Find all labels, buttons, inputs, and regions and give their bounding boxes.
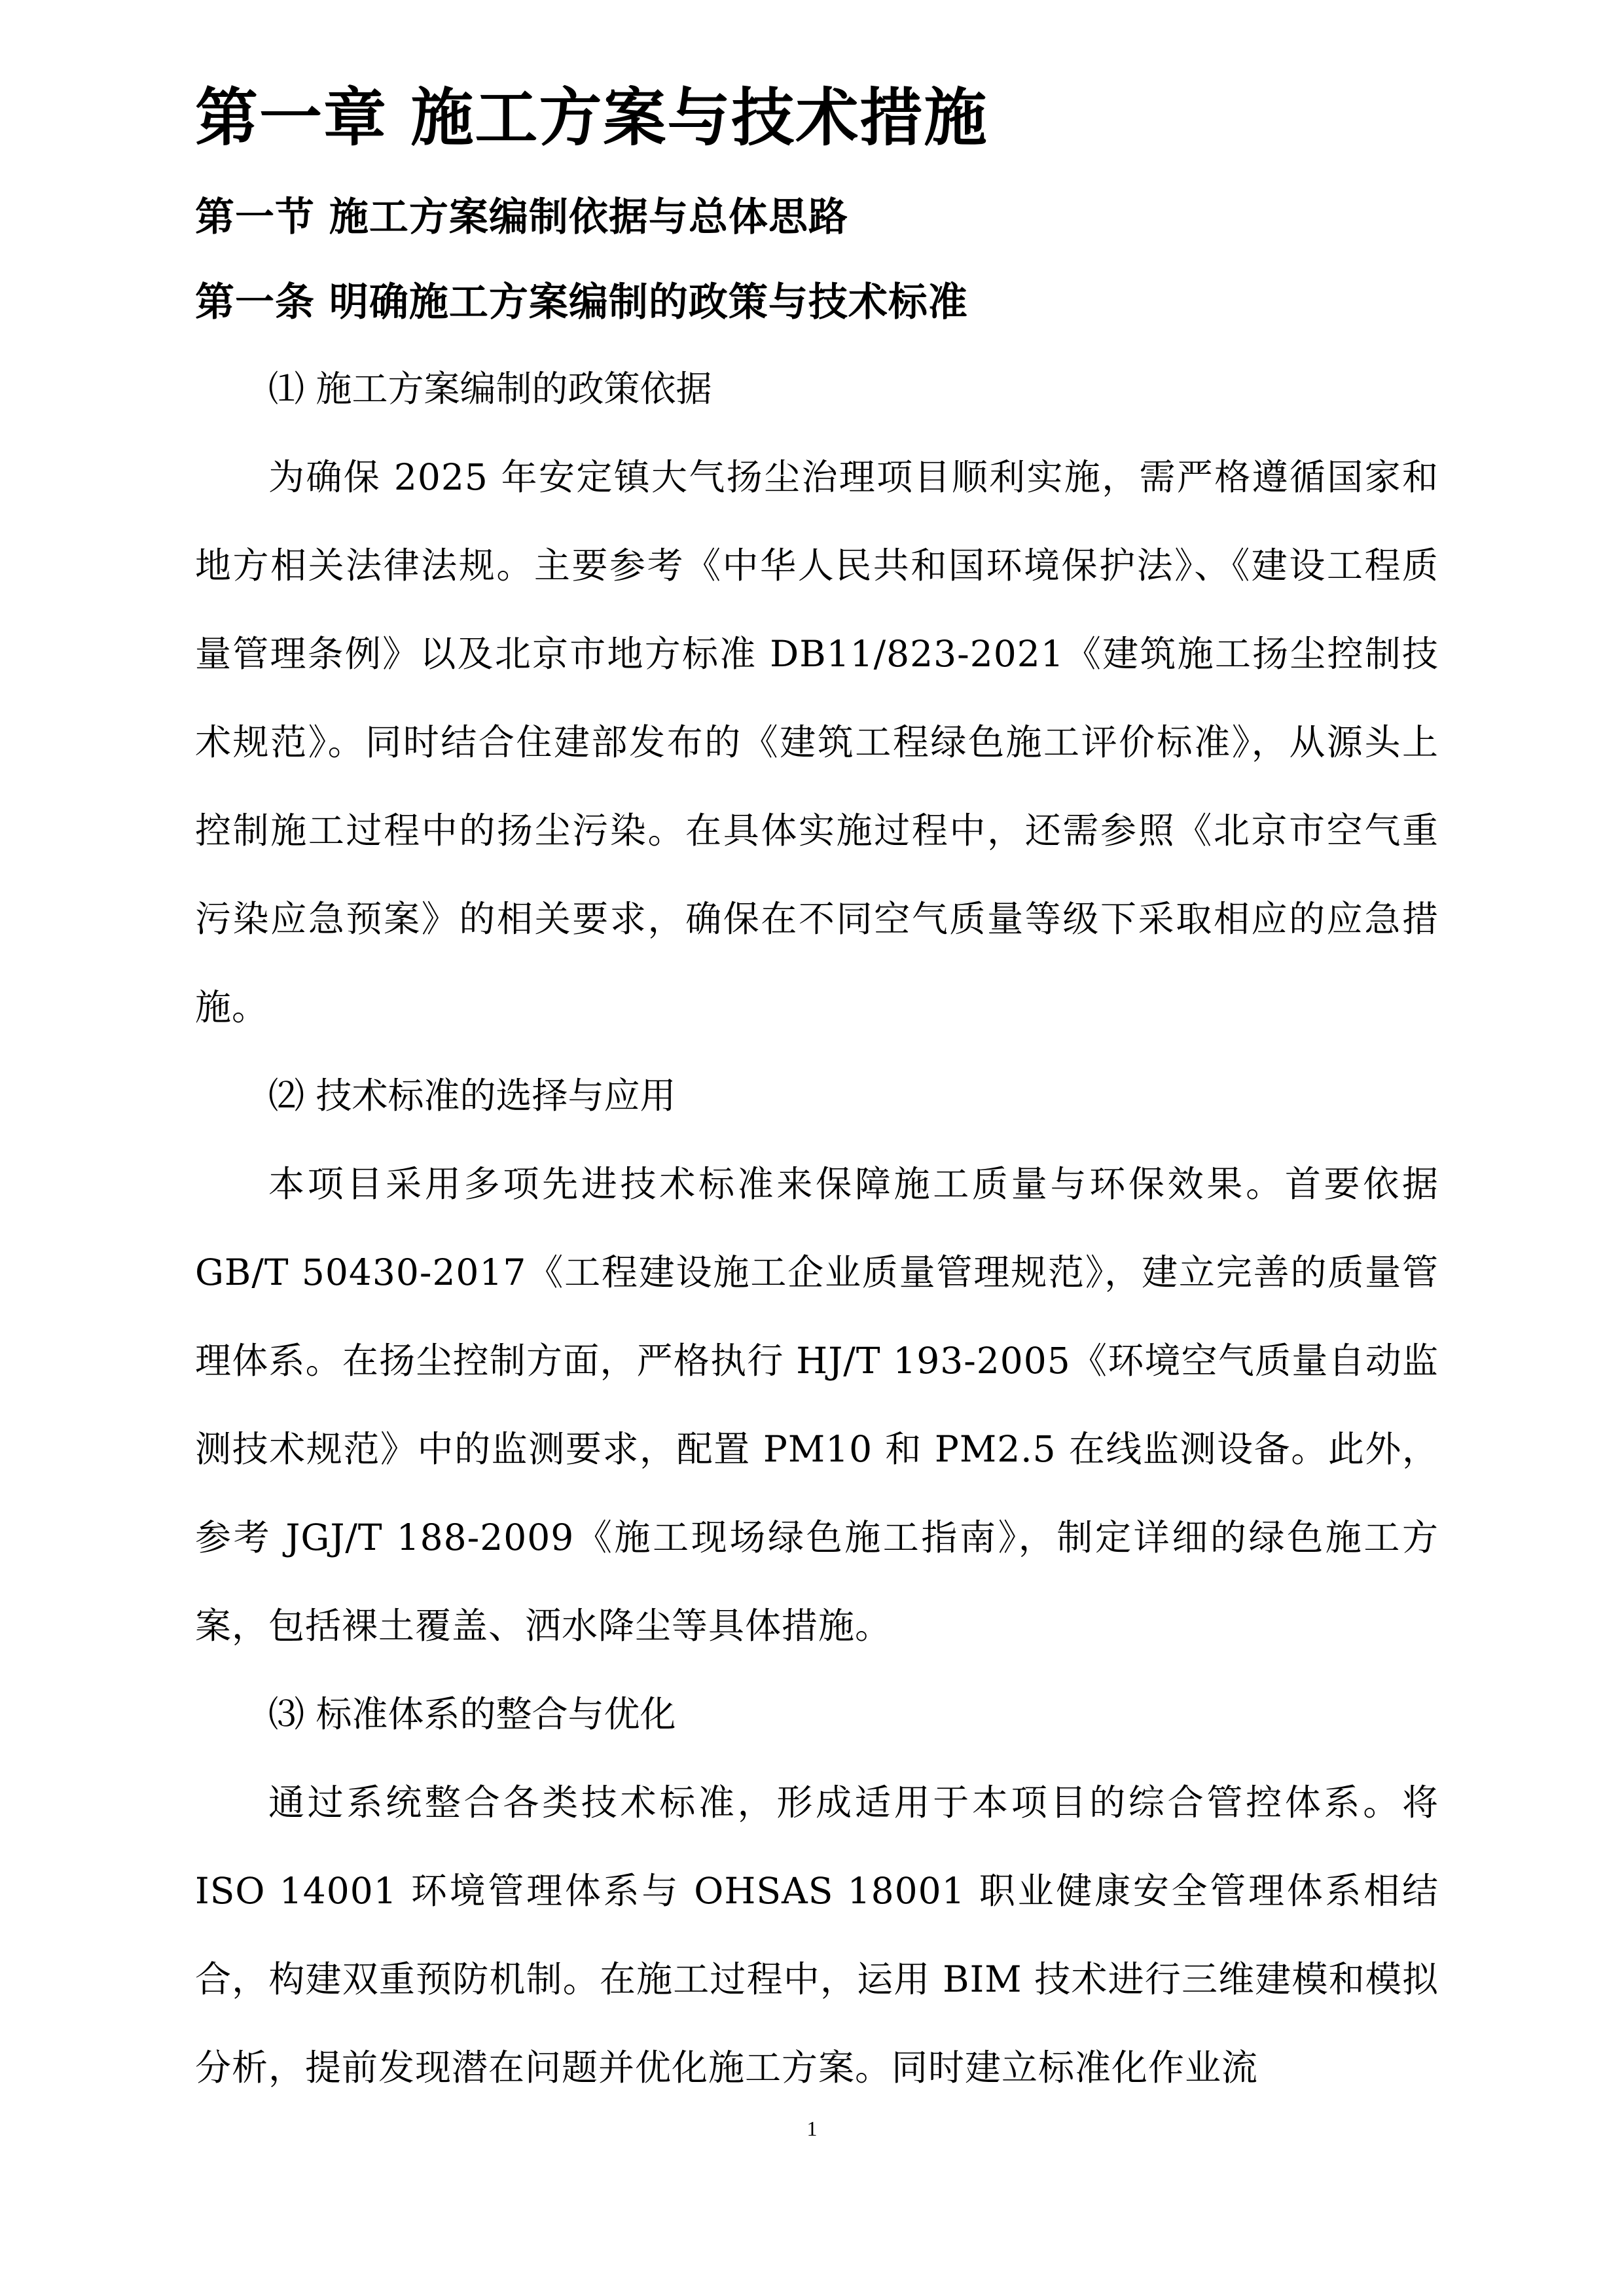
subsection-paragraph-1: 为确保 2025 年安定镇大气扬尘治理项目顺利实施，需严格遵循国家和地方相关法律法规。主要参考《中华人民共和国环境保护法》、《建设工程质量管理条例》以及北京市地方标准 DB11/823-2021《建筑施工扬尘控制技术规范》。同时结合住建部发布的《建筑工程绿色施工评价标准》，从源头上控制施工过程中的扬尘污染。在具体实施过程中，还需参照《北京市空气重污染应急预案》的相关要求，确保在不同空气质量等级下采取相应的应急措施。 — [195, 456, 1439, 1028]
section-title: 第一节 施工方案编制依据与总体思路 — [195, 194, 848, 240]
article-title: 第一条 明确施工方案编制的政策与技术标准 — [195, 279, 968, 325]
page-number: 1 — [806, 2117, 818, 2140]
chapter-title: 第一章 施工方案与技术措施 — [195, 81, 988, 154]
subsection-paragraph-3: 通过系统整合各类技术标准，形成适用于本项目的综合管控体系。将 ISO 14001 环境管理体系与 OHSAS 18001 职业健康安全管理体系相结合，构建双重预防机制。在施工过程中，运用 BIM 技术进行三维建模和模拟分析，提前发现潜在问题并优化施工方案。同时建立标准化作业流 — [195, 1782, 1439, 2089]
subsection-heading-3: ⑶ 标准体系的整合与优化 — [268, 1693, 676, 1735]
subsection-paragraph-2: 本项目采用多项先进技术标准来保障施工质量与环保效果。首要依据 GB/T 50430-2017《工程建设施工企业质量管理规范》，建立完善的质量管理体系。在扬尘控制方面，严格执行 HJ/T 193-2005《环境空气质量自动监测技术规范》中的监测要求，配置 PM10 和 PM2.5 在线监测设备。此外，参考 JGJ/T 188-2009《施工现场绿色施工指南》，制定详细的绿色施工方案，包括裸土覆盖、洒水降尘等具体措施。 — [195, 1163, 1439, 1647]
document-body — [195, 69, 1439, 2112]
subsection-heading-1: ⑴ 施工方案编制的政策依据 — [268, 368, 712, 410]
subsection-heading-2: ⑵ 技术标准的选择与应用 — [268, 1075, 676, 1117]
